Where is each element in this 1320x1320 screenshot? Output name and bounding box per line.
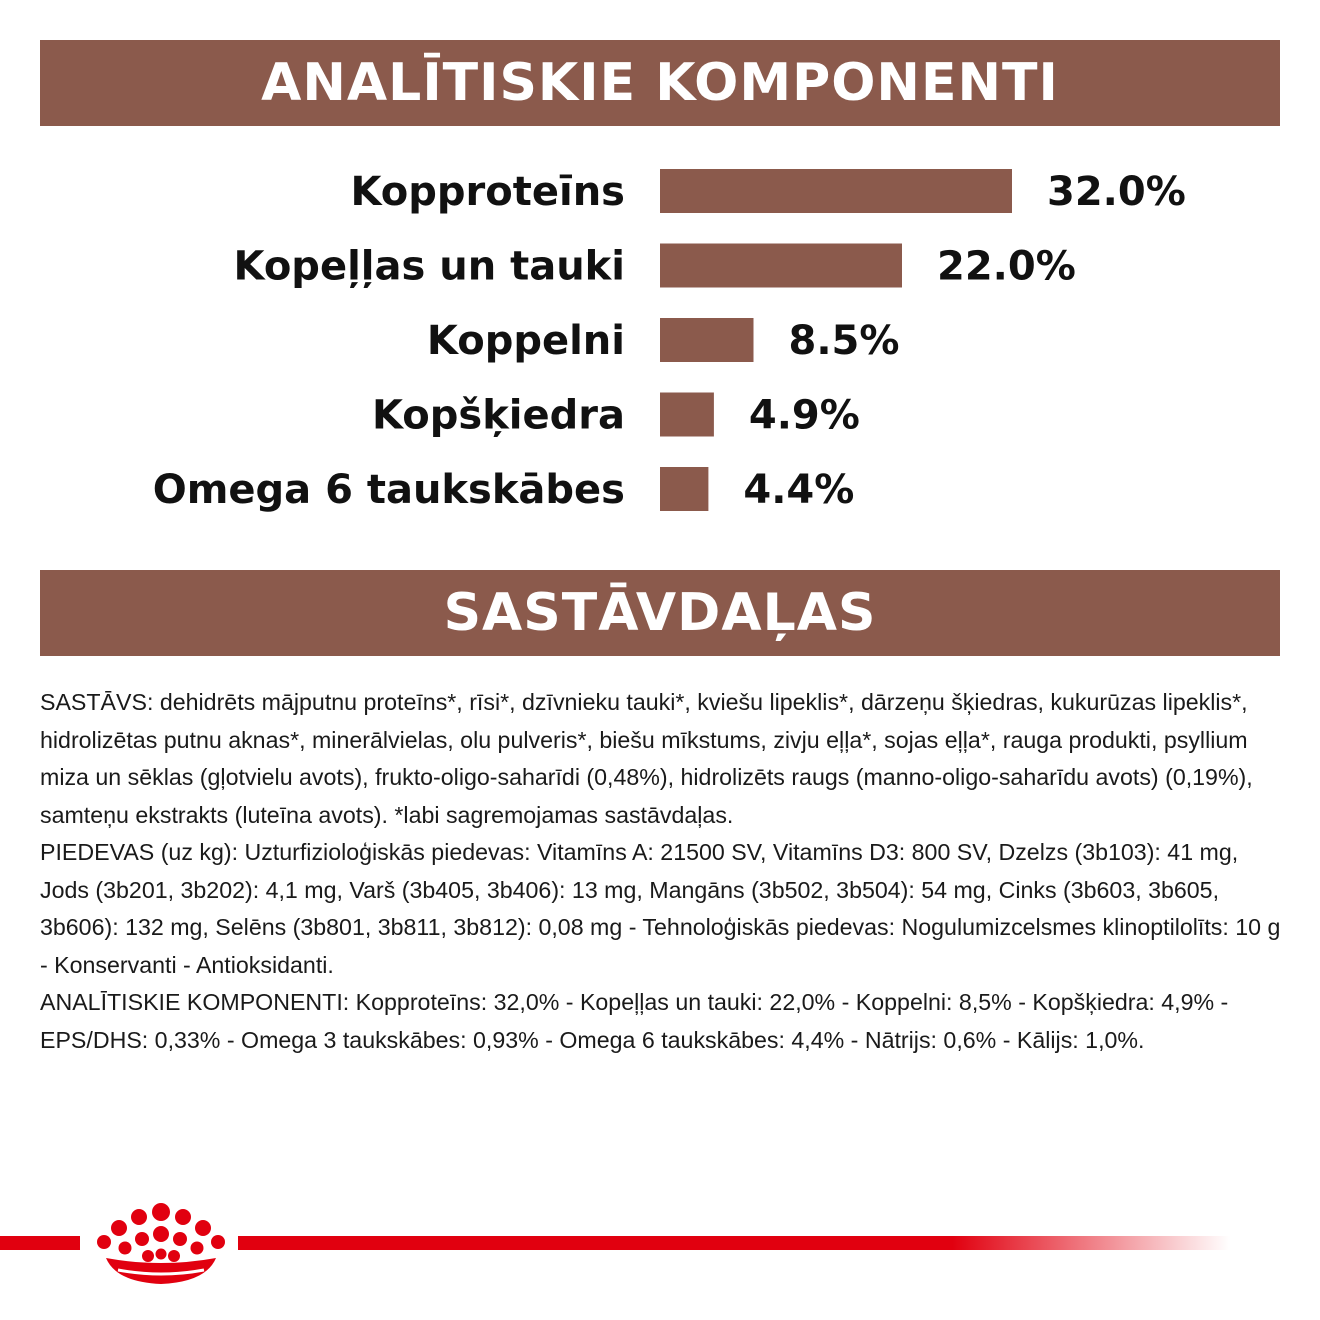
- bar-kopproteins: [660, 169, 1012, 213]
- analytic-components-title: ANALĪTISKIE KOMPONENTI: [261, 53, 1059, 113]
- footer-line-right: [238, 1236, 1230, 1250]
- category-label-koppelni: Koppelni: [426, 318, 625, 364]
- bar-kopskiedra: [660, 393, 714, 437]
- category-label-kopellas-un-tauki: Kopeļļas un tauki: [233, 243, 625, 290]
- ingredients-banner: [40, 570, 1280, 656]
- analytic-components-chart: [0, 150, 1320, 530]
- value-label-kopskiedra: 4.9%: [748, 392, 860, 439]
- value-label-kopellas-un-tauki: 22.0%: [937, 243, 1076, 290]
- bar-kopellas-un-tauki: [660, 244, 902, 288]
- value-label-omega-6-taukskabes: 4.4%: [743, 467, 855, 513]
- ingredients-text: [40, 684, 1285, 1059]
- analytic-components-banner: [40, 40, 1280, 126]
- category-label-omega-6-taukskabes: Omega 6 taukskābes: [152, 467, 625, 513]
- analytic-paragraph: ANALĪTISKIE KOMPONENTI: Kopproteīns: 32,0% - Kopeļļas un tauki: 22,0% - Koppelni: 8,5% - Kopšķiedra: 4,9% - EPS/DHS: 0,33% - Omega 3 taukskābes: 0,93% - Omega 6 taukskābes: 4,4% - Nātrijs: 0,6% - Kālijs: 1,0%.: [40, 989, 1229, 1053]
- royal-canin-crown-icon: [88, 1198, 234, 1288]
- bar-koppelni: [660, 318, 754, 362]
- footer-line-left: [0, 1236, 80, 1250]
- category-label-kopproteins: Kopproteīns: [350, 169, 625, 215]
- value-label-koppelni: 8.5%: [788, 318, 900, 364]
- bar-omega-6-taukskabes: [660, 467, 708, 511]
- ingredients-title: SASTĀVDAĻAS: [443, 583, 877, 643]
- composition-paragraph: SASTĀVS: dehidrēts mājputnu proteīns*, rīsi*, dzīvnieku tauki*, kviešu lipeklis*, dārzeņu šķiedras, kukurūzas lipeklis*, hidrolizētas putnu aknas*, minerālvielas, olu pulveris*, biešu mīkstums, zivju eļļa*, sojas eļļa*, rauga produkti, psyllium miza un sēklas (gļotvielu avots), frukto-oligo-saharīdi (0,48%), hidrolizēts raugs (manno-oligo-saharīdu avots) (0,19%), samteņu ekstrakts (luteīna avots). *labi sagremojamas sastāvdaļas.: [40, 689, 1253, 828]
- category-label-kopskiedra: Kopšķiedra: [371, 392, 625, 439]
- additives-paragraph: PIEDEVAS (uz kg): Uzturfizioloģiskās piedevas: Vitamīns A: 21500 SV, Vitamīns D3: 800 SV, Dzelzs (3b103): 41 mg, Jods (3b201, 3b202): 4,1 mg, Varš (3b405, 3b406): 13 mg, Mangāns (3b502, 3b504): 54 mg, Cinks (3b603, 3b605, 3b606): 132 mg, Selēns (3b801, 3b811, 3b812): 0,08 mg - Tehnoloģiskās piedevas: Nogulumizcelsmes klinoptilolīts: 10 g - Konservanti - Antioksidanti.: [40, 839, 1281, 978]
- value-label-kopproteins: 32.0%: [1047, 169, 1186, 215]
